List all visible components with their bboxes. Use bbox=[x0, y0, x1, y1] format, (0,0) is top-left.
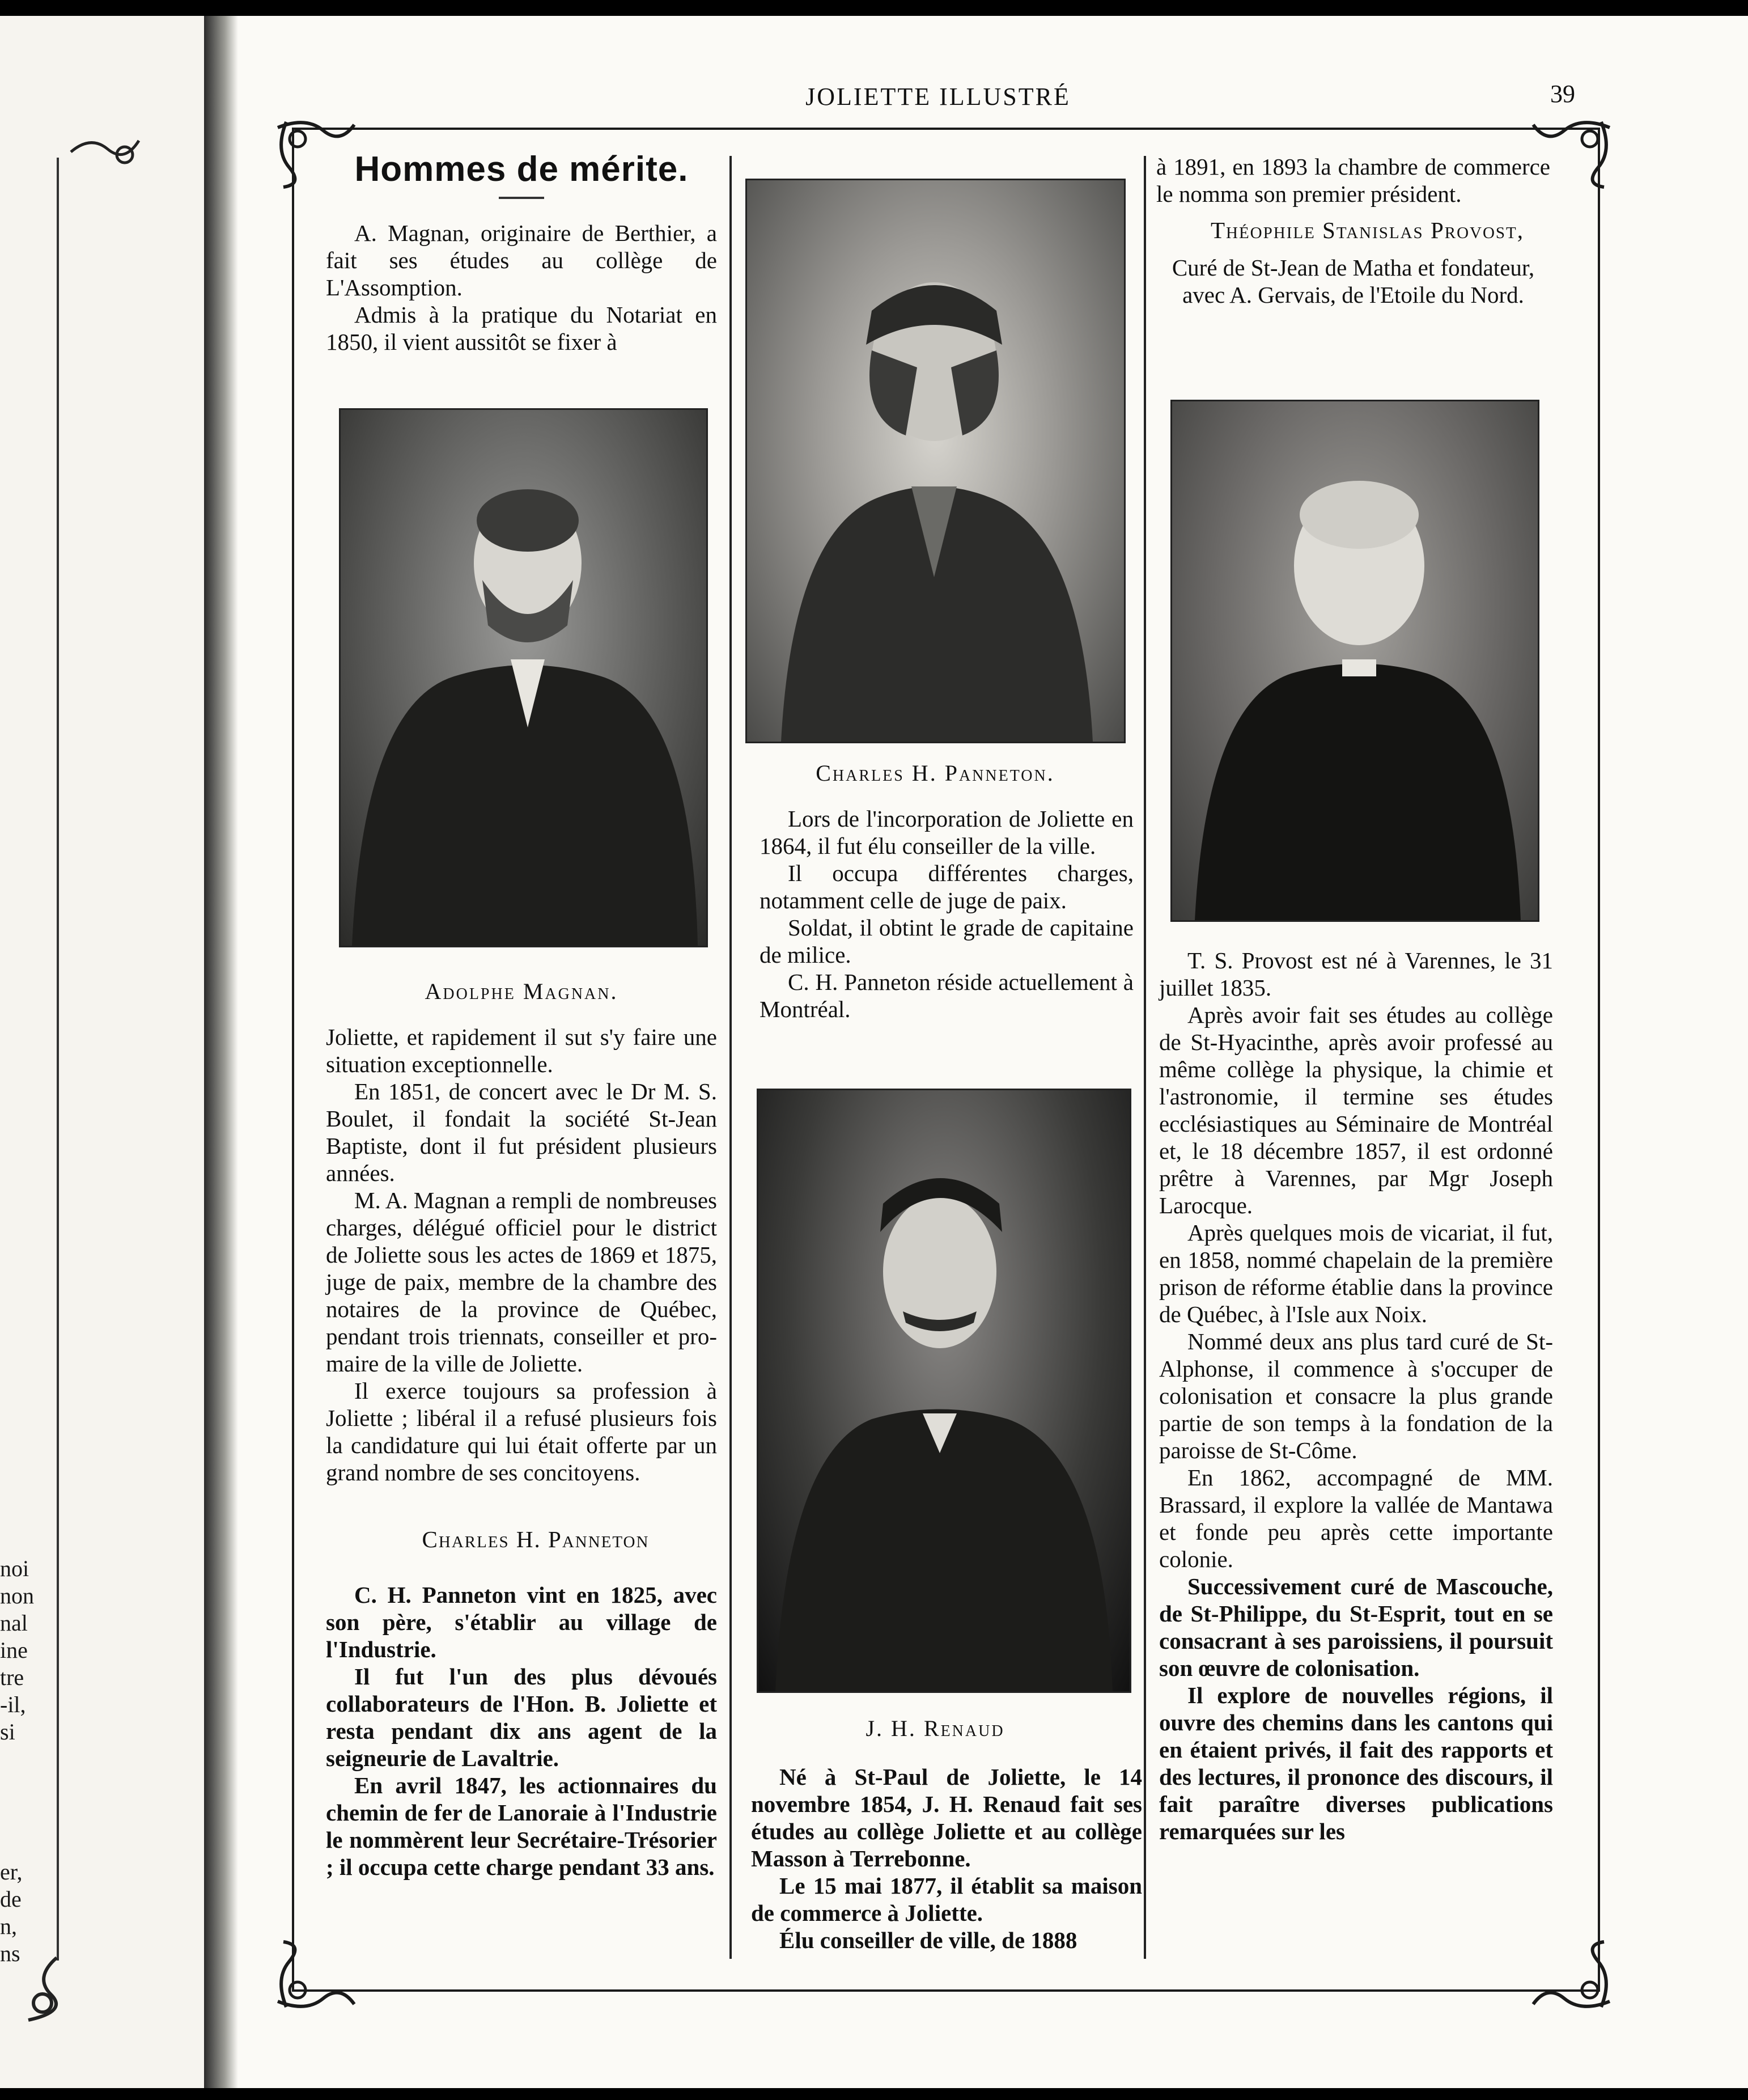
paragraph: En avril 1847, les actionnaires du chemin de fer de Lanoraie à l'Industrie le nommèrent leur Secrétaire-Trésorier ; il occupa cette charge pendant 33 ans. bbox=[326, 1772, 717, 1880]
paragraph: En 1851, de concert avec le Dr M. S. Boulet, il fondait la société St-Jean Baptiste, dont il fut président plusieurs années. bbox=[326, 1078, 717, 1186]
previous-page-frame-line bbox=[57, 158, 59, 1961]
paragraph: Après quelques mois de vicariat, il fut, en 1858, nommé chapelain de la première prison de réforme établie dans la province de Québec, à l'Isle aux Noix. bbox=[1159, 1220, 1553, 1327]
paragraph: Le 15 mai 1877, il établit sa maison de commerce à Joliette. bbox=[751, 1873, 1142, 1926]
column-3-top bbox=[1156, 153, 1550, 308]
title-rule bbox=[499, 197, 544, 199]
previous-page-text-fragment bbox=[0, 1555, 40, 1746]
portrait-caption: Adolphe Magnan. bbox=[425, 979, 618, 1004]
paragraph: Il occupa différentes charges, notamment celle de juge de paix. bbox=[760, 860, 1134, 913]
running-head: JOLIETTE ILLUSTRÉ bbox=[805, 83, 1071, 111]
fragment-line: de bbox=[0, 1886, 22, 1912]
portrait-charles-panneton bbox=[745, 179, 1126, 743]
paragraph: C. H. Panneton réside actuellement à Montréal. bbox=[760, 969, 1134, 1022]
paragraph: A. Magnan, originaire de Berthier, a fait ses études au collège de L'Assomption. bbox=[326, 220, 717, 300]
column-rule bbox=[729, 156, 732, 1959]
paragraph: Il explore de nouvelles régions, il ouvre des chemins dans les cantons qui en étaient privés, il fait des rapports et des lectures, il prononce des discours, il fait paraître diverses publications remarquées sur les bbox=[1159, 1682, 1553, 1844]
portrait-caption: J. H. Renaud bbox=[865, 1716, 1005, 1741]
paragraph: Soldat, il obtint le grade de capitaine de milice. bbox=[760, 914, 1134, 968]
book-gutter bbox=[204, 16, 238, 2088]
portrait-caption: Charles H. Panneton. bbox=[816, 760, 1055, 786]
section-heading: Charles H. Panneton bbox=[422, 1526, 650, 1552]
paragraph: Né à St-Paul de Joliette, le 14 novembre 1854, J. H. Renaud fait ses études au collège Joliette et au collège Masson à Terrebonne. bbox=[751, 1764, 1142, 1872]
fragment-line: tre bbox=[0, 1665, 24, 1690]
fragment-line: -il, bbox=[0, 1692, 26, 1717]
fragment-line: ns bbox=[0, 1941, 20, 1966]
corner-ornament-icon bbox=[272, 1939, 357, 2013]
column-2-body-top bbox=[760, 805, 1134, 1023]
fragment-line: noi bbox=[0, 1556, 29, 1581]
paragraph: Successivement curé de Mascouche, de St-Philippe, du St-Esprit, tout en se consacrant à ses paroissiens, il poursuit son œuvre de colonisation. bbox=[1159, 1573, 1553, 1681]
paragraph: Nommé deux ans plus tard curé de St-Alphonse, il commence à s'occuper de colonisation et consacre la plus grande partie de son temps à la fondation de la paroisse de St-Côme. bbox=[1159, 1328, 1553, 1463]
paragraph: En 1862, accompagné de MM. Brassard, il explore la vallée de Mantawa et fonde peu après cette importante colonie. bbox=[1159, 1464, 1553, 1572]
previous-page-text-fragment bbox=[0, 1858, 40, 1967]
column-3-body bbox=[1159, 947, 1553, 1845]
section-subheading: Curé de St-Jean de Matha et fondateur, avec A. Gervais, de l'Etoile du Nord. bbox=[1172, 255, 1535, 308]
previous-page-strip bbox=[0, 16, 219, 2088]
paragraph: C. H. Panneton vint en 1825, avec son père, s'établir au village de l'Industrie. bbox=[326, 1582, 717, 1662]
fragment-line: si bbox=[0, 1719, 15, 1745]
paragraph: Lors de l'incorporation de Joliette en 1864, il fut élu conseiller de la ville. bbox=[760, 806, 1134, 859]
page-number: 39 bbox=[1550, 80, 1575, 108]
paragraph: Il exerce toujours sa profession à Joliette ; libéral il a refusé plusieurs fois la candidature qui lui était offerte par un grand nombre de ses concitoyens. bbox=[326, 1378, 717, 1485]
column-1-top bbox=[326, 150, 717, 355]
section-title: Hommes de mérite. bbox=[354, 150, 689, 189]
column-rule bbox=[1144, 156, 1146, 1959]
paragraph: à 1891, en 1893 la chambre de commerce le nomma son premier président. bbox=[1156, 154, 1550, 207]
paragraph: M. A. Magnan a rempli de nombreuses charges, délégué officiel pour le district de Joliette sous les actes de 1869 et 1875, juge de paix, membre de la chambre des notaires de la province de Québec, pendant trois triennats, conseiller et pro-maire de la ville de Joliette. bbox=[326, 1187, 717, 1377]
paragraph: Après avoir fait ses études au collège de St-Hyacinthe, après avoir professé au même collège la physique, la chimie et l'astronomie, il termine ses études ecclésiastiques au Séminaire de Montréal et, le 18 décembre 1857, il est ordonné prêtre à Varennes, par Mgr Joseph Larocque. bbox=[1159, 1002, 1553, 1218]
corner-ornament-icon bbox=[1530, 1939, 1615, 2013]
fragment-line: er, bbox=[0, 1859, 23, 1885]
fragment-line: non bbox=[0, 1583, 34, 1608]
corner-ornament-icon bbox=[68, 129, 142, 175]
portrait-adolphe-magnan bbox=[339, 408, 708, 947]
fragment-line: ine bbox=[0, 1637, 28, 1663]
column-2-body-bottom bbox=[751, 1763, 1142, 1954]
portrait-jh-renaud bbox=[757, 1089, 1131, 1693]
portrait-ts-provost bbox=[1170, 400, 1539, 922]
paragraph: T. S. Provost est né à Varennes, le 31 juillet 1835. bbox=[1159, 947, 1553, 1001]
paragraph: Élu conseiller de ville, de 1888 bbox=[779, 1927, 1077, 1953]
paragraph: Joliette, et rapidement il sut s'y faire une situation exceptionnelle. bbox=[326, 1024, 717, 1077]
section-heading: Théophile Stanislas Provost, bbox=[1210, 217, 1525, 243]
fragment-line: nal bbox=[0, 1610, 28, 1636]
column-1-body bbox=[326, 1023, 717, 1881]
paragraph: Il fut l'un des plus dévoués collaborateurs de l'Hon. B. Joliette et resta pendant dix ans agent de la seigneurie de Lavaltrie. bbox=[326, 1663, 717, 1771]
fragment-line: n, bbox=[0, 1913, 17, 1939]
paragraph: Admis à la pratique du Notariat en 1850, il vient aussitôt se fixer à bbox=[326, 302, 717, 355]
